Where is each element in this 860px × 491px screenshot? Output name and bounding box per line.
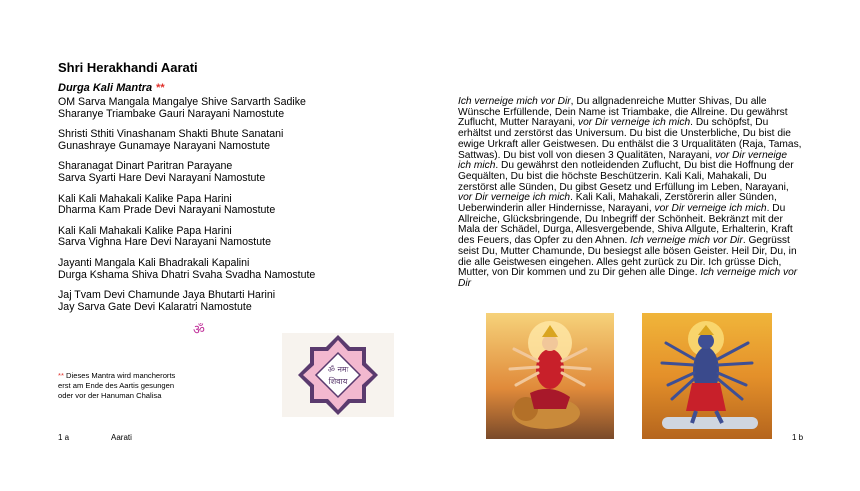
mantra-line: Kali Kali Mahakali Kalike Papa Harini — [58, 192, 232, 205]
translation-text: . Du Allreiche, Glücksbringende, Du Inbegriff der Schönheit. Bekränzt mit der Mala der Schädel, Durga, Allesvergebende, Shiva Allgute, Erhalterin, Kraft des Feuers, das Opfer zu den Ahnen. — [458, 203, 793, 247]
durga-image — [486, 313, 614, 439]
footnote-line1: Dieses Mantra wird mancherorts — [66, 371, 176, 380]
translation-refrain: Ich verneige mich vor Dir — [458, 267, 798, 289]
mantra-line: Jayanti Mangala Kali Bhadrakali Kapalini — [58, 256, 250, 269]
yantra-text-line2: शिवाय — [328, 377, 348, 386]
mantra-line: Sharanye Triambake Gauri Narayani Namostute — [58, 107, 285, 120]
footnote — [58, 371, 175, 401]
mantra-line: Sharanagat Dinart Paritran Parayane — [58, 160, 233, 173]
translation-refrain: vor Dir verneige ich mich — [654, 203, 767, 215]
mantra-line: Sarva Vighna Hare Devi Narayani Namostute — [58, 236, 271, 249]
mantra-line: Durga Kshama Shiva Dhatri Svaha Svadha Namostute — [58, 268, 316, 281]
subtitle-marker: ** — [156, 82, 165, 94]
subtitle — [58, 82, 165, 94]
page-footer-title: Aarati — [111, 433, 132, 442]
mantra-verse — [58, 258, 418, 281]
mantra-line: Shristi Sthiti Vinashanam Shakti Bhute Sanatani — [58, 128, 284, 141]
mantra-line: Jaj Tvam Devi Chamunde Jaya Bhutarti Harini — [58, 289, 276, 302]
footnote-line3: oder vor der Hanuman Chalisa — [58, 391, 162, 400]
mantra-text — [58, 97, 418, 322]
mantra-verse — [58, 226, 418, 249]
footnote-marker: ** — [58, 371, 64, 380]
page-number-right: 1 b — [792, 433, 804, 442]
page-title: Shri Herakhandi Aarati — [58, 60, 198, 75]
translation-refrain: vor Dir verneige ich mich — [458, 149, 787, 172]
translation-text: . Gegrüsst seist Du, Mutter Chamunde, Du besiegst alle bösen Geister. Heil Dir, Du, in die alle Geistwesen eingehen. Alles geht zurück zu Dir. Ich grüsse Dich, Mutter, von Dir kommen und zu Dir gehen alle Dinge. — [458, 235, 797, 279]
translation-text: , Du allgnadenreiche Mutter Shivas, Du alle Wünsche Erfüllende, Dein Name ist Triambake, die Allreine. Du gewährst Zuflucht, Mutter Narayani, — [458, 96, 788, 129]
german-translation — [458, 97, 802, 290]
mantra-line: Sarva Syarti Hare Devi Narayani Namostute — [58, 171, 266, 184]
mantra-verse — [58, 290, 418, 313]
translation-refrain: Ich verneige mich vor Dir — [630, 235, 743, 247]
mantra-line: Jay Sarva Gate Devi Kalaratri Namostute — [58, 300, 252, 313]
translation-refrain: vor Dir verneige ich mich — [458, 192, 571, 204]
kali-image — [642, 313, 772, 439]
translation-refrain: vor Dir verneige ich mich — [578, 117, 691, 129]
translation-text: . Du gewährst den notleidenden Zuflucht, Du bist die Hoffnung der Gequälten, Du bist die höchste Beschützerin. Kali Kali, Mahakali, Du zerstörst alle Sünden, Du gibst Gesetz und Erfüllung im Leben, Narayani, — [458, 160, 794, 193]
mantra-line: Kali Kali Mahakali Kalike Papa Harini — [58, 224, 232, 237]
page-number-left: 1 a — [58, 433, 70, 442]
om-symbol: ॐ — [193, 322, 205, 337]
mantra-verse — [58, 129, 418, 152]
footnote-line2: erst am Ende des Aartis gesungen — [58, 381, 175, 390]
mantra-line: Gunashraye Gunamaye Narayani Namostute — [58, 139, 270, 152]
yantra-text-line1: ॐ नमः — [327, 365, 349, 374]
mantra-verse — [58, 194, 418, 217]
translation-text: . Du schöpfst, Du erhältst und zerstörst das Universum. Du bist die Unsterbliche, Du bist die ewige Urkraft aller Geistwesen. Du enthälst die 3 Urqualitäten (Raja, Tamas, Sattwas). Du bist voll von diesen 3 Qualitäten, Narayani, — [458, 117, 802, 161]
translation-text: . Kali Kali, Mahakali, Zerstörerin aller Sünden, Ueberwinderin aller Hindernisse, Narayani, — [458, 192, 777, 215]
subtitle-text: Durga Kali Mantra — [58, 82, 153, 94]
mantra-line: Dharma Kam Prade Devi Narayani Namostute — [58, 204, 276, 217]
mantra-verse — [58, 97, 418, 120]
yantra-image — [282, 333, 394, 417]
mantra-verse — [58, 161, 418, 184]
translation-refrain: Ich verneige mich vor Dir — [458, 96, 571, 107]
mantra-line: OM Sarva Mangala Mangalye Shive Sarvarth Sadike — [58, 96, 306, 108]
